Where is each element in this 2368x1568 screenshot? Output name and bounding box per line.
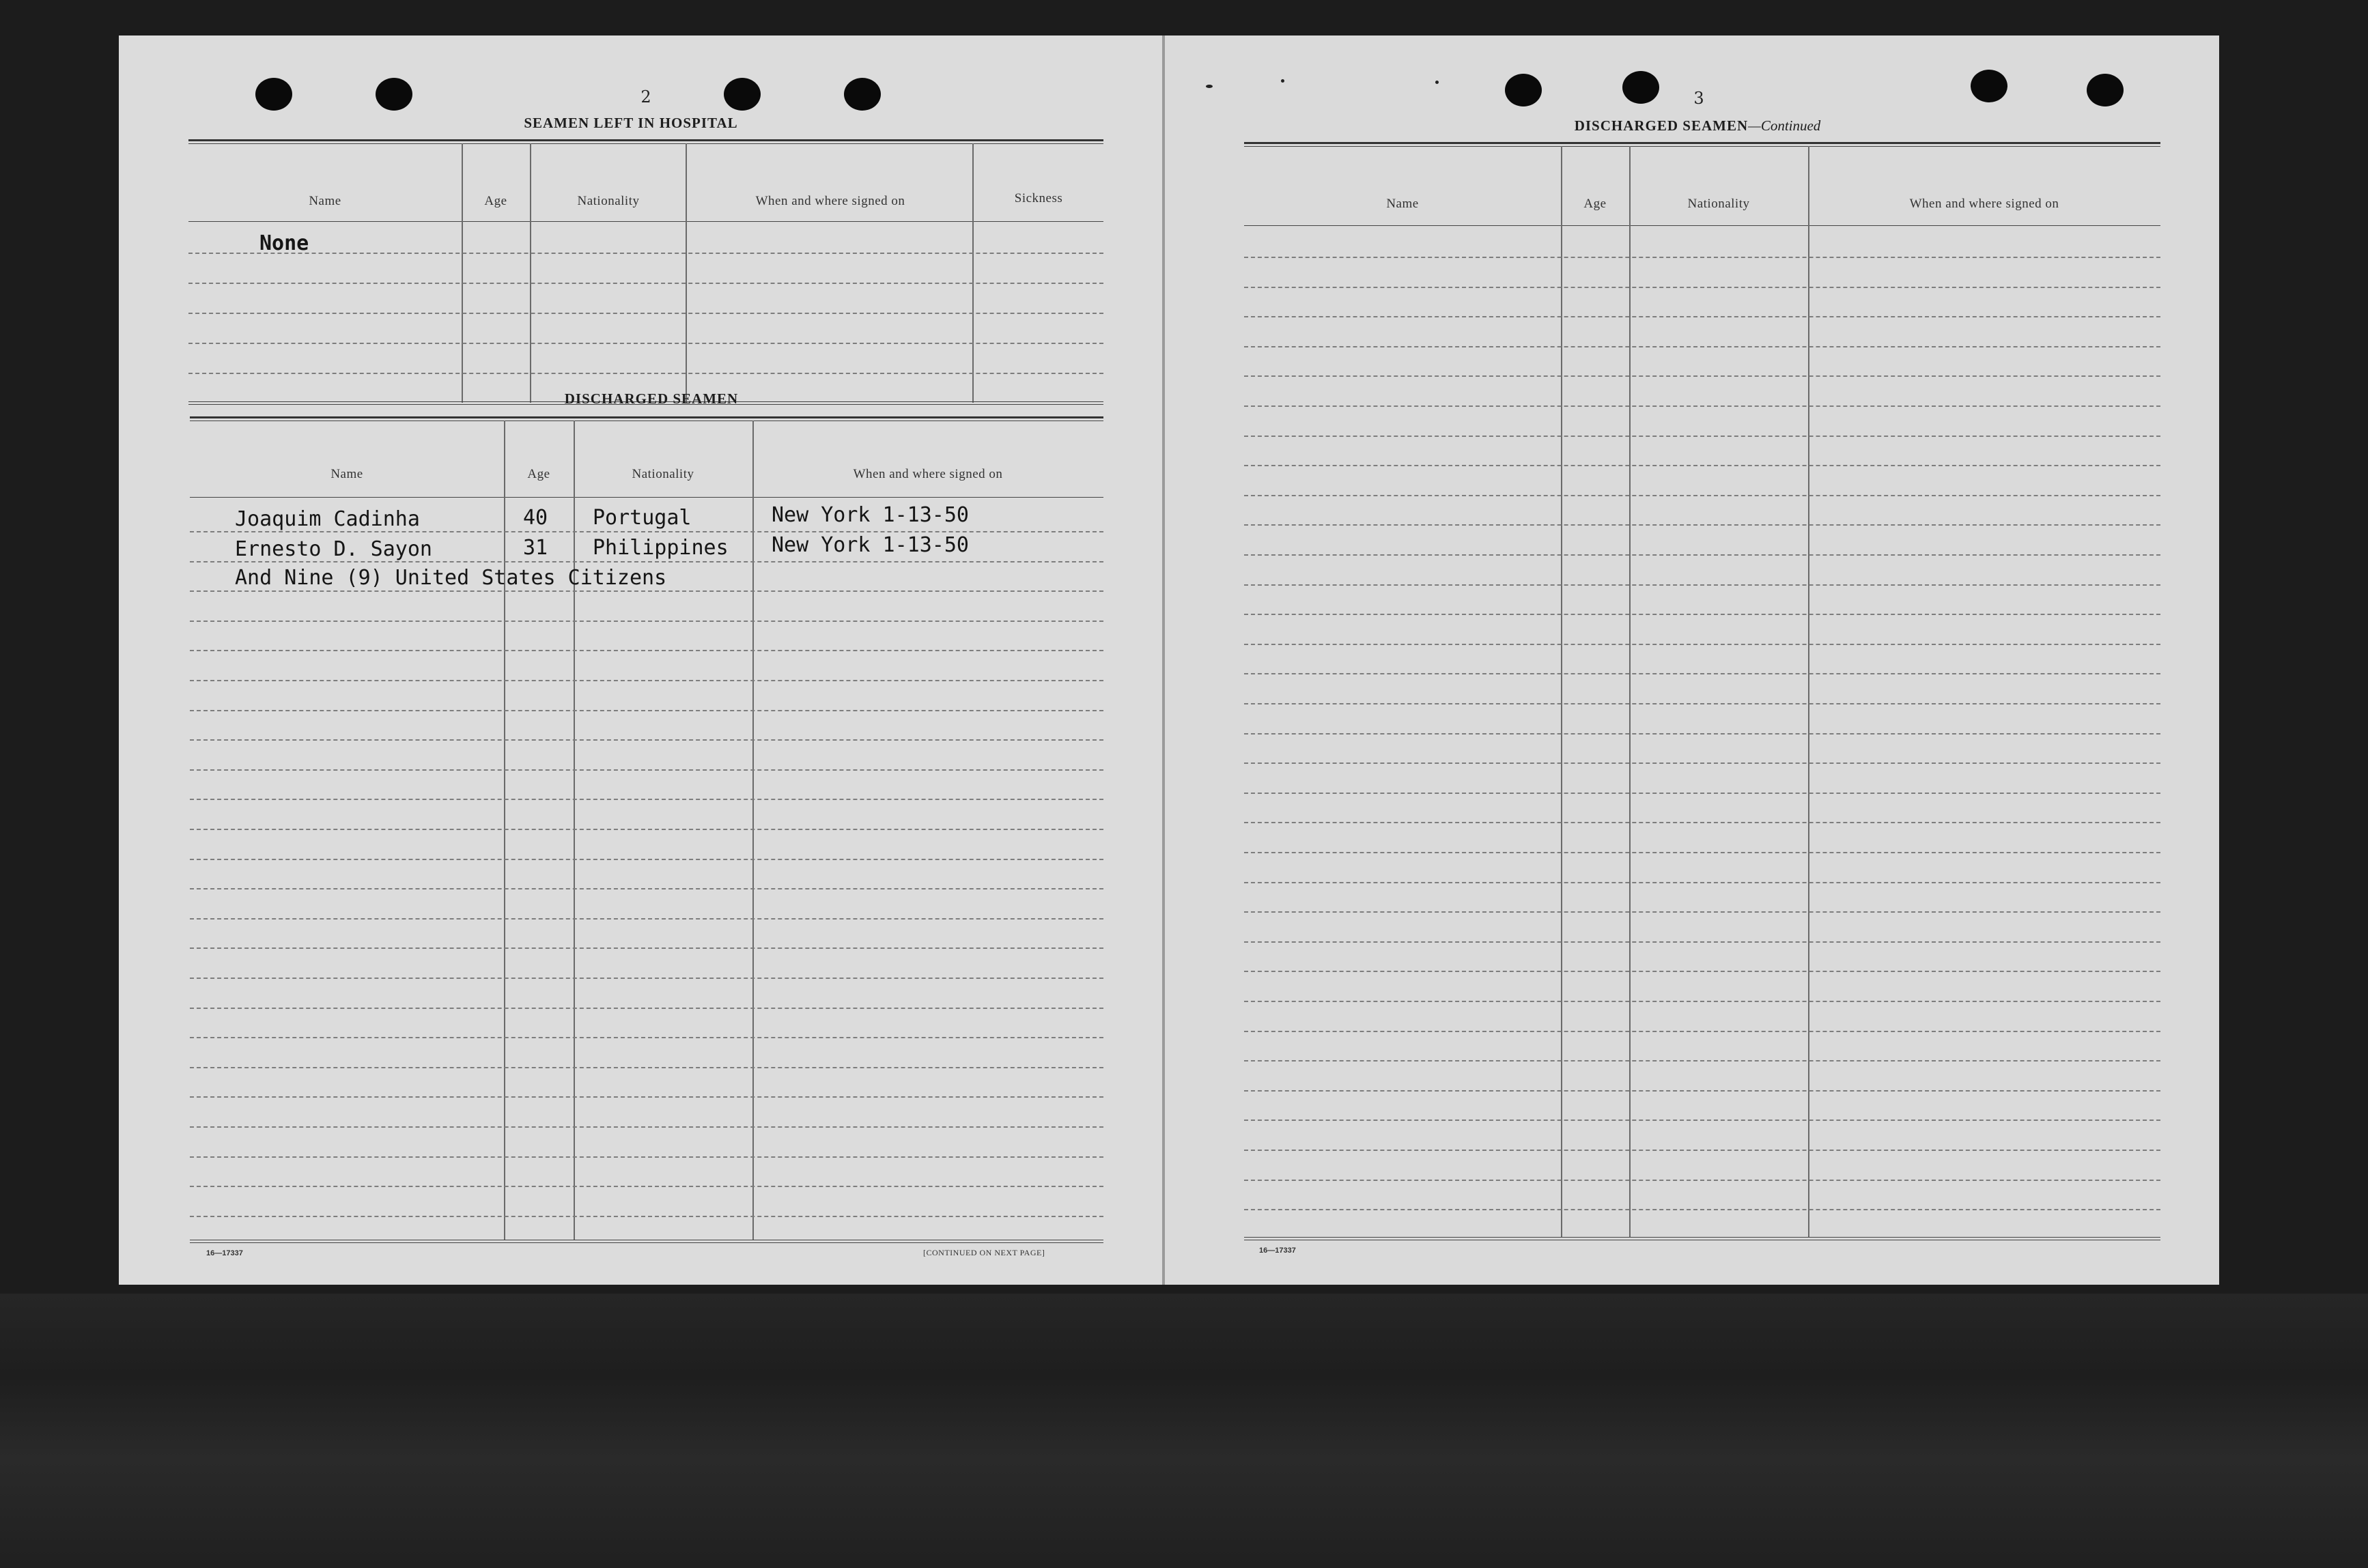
column-divider	[1808, 146, 1809, 1237]
seaman-name-cell: Ernesto D. Sayon	[235, 537, 432, 561]
row-line	[188, 283, 1103, 284]
column-header-sickness: Sickness	[1014, 191, 1063, 205]
column-header-age: Age	[527, 467, 550, 481]
row-line	[188, 313, 1103, 314]
column-divider	[574, 420, 575, 1240]
row-line	[1244, 1031, 2160, 1032]
page-number: 2	[640, 87, 651, 106]
row-line	[1244, 257, 2160, 258]
table-top-rule	[1244, 146, 2160, 147]
column-divider	[530, 143, 531, 403]
column-header-name: Name	[330, 467, 363, 481]
form-number: 16—17337	[206, 1249, 243, 1257]
seaman-nationality-cell: Portugal	[593, 506, 692, 530]
continued-note: [CONTINUED ON NEXT PAGE]	[923, 1248, 1045, 1257]
table-top-rule	[1244, 142, 2160, 144]
table-top-rule	[188, 139, 1103, 141]
row-line	[190, 1216, 1103, 1217]
row-line	[1244, 733, 2160, 735]
row-line	[1244, 882, 2160, 883]
punch-hole	[844, 78, 881, 111]
row-line	[190, 650, 1103, 651]
discharged-continued-table	[1244, 142, 2160, 1241]
row-line	[190, 1186, 1103, 1187]
row-line	[1244, 1150, 2160, 1151]
punch-hole	[1505, 74, 1542, 106]
column-header-name: Name	[1386, 197, 1419, 211]
row-line	[188, 373, 1103, 374]
row-line	[190, 1008, 1103, 1009]
row-line	[1244, 762, 2160, 764]
table-top-rule	[190, 416, 1103, 418]
right-page	[1165, 35, 2219, 1285]
header-rule	[188, 221, 1103, 222]
header-rule	[1244, 225, 2160, 226]
header-rule	[190, 497, 1103, 498]
row-line	[190, 621, 1103, 622]
row-line	[1244, 1120, 2160, 1121]
discharged-table	[190, 416, 1103, 1244]
discharged-section-title: DISCHARGED SEAMEN	[564, 390, 739, 407]
table-bottom-rule	[1244, 1237, 2160, 1238]
row-line	[190, 1156, 1103, 1158]
row-line	[1244, 1180, 2160, 1181]
seaman-age-cell: 31	[523, 536, 548, 560]
row-line	[1244, 1001, 2160, 1002]
column-divider	[972, 143, 974, 403]
column-header-signed-on: When and where signed on	[1909, 197, 2059, 211]
row-line	[1244, 584, 2160, 586]
title-text: DISCHARGED SEAMEN	[1574, 117, 1749, 134]
column-header-nationality: Nationality	[1687, 197, 1750, 211]
seaman-signed-on-cell: New York 1-13-50	[772, 503, 969, 527]
column-divider	[504, 420, 505, 1240]
row-line	[190, 859, 1103, 860]
row-line	[1244, 1060, 2160, 1061]
row-line	[1244, 911, 2160, 913]
row-line	[190, 590, 1103, 592]
seaman-nationality-cell: Philippines	[593, 536, 729, 560]
row-line	[1244, 644, 2160, 645]
row-line	[190, 1126, 1103, 1128]
hospital-name-cell: None	[259, 231, 309, 255]
hospital-table	[188, 139, 1103, 405]
seaman-signed-on-cell: New York 1-13-50	[772, 533, 969, 557]
row-line	[190, 978, 1103, 979]
row-line	[190, 1067, 1103, 1068]
column-header-name: Name	[309, 194, 341, 208]
row-line	[1244, 287, 2160, 288]
row-line	[1244, 524, 2160, 526]
column-header-nationality: Nationality	[577, 194, 640, 208]
column-header-signed-on: When and where signed on	[755, 194, 905, 208]
punch-hole	[1971, 70, 2007, 102]
scan-speck	[1435, 81, 1439, 84]
scan-speck	[1206, 85, 1213, 88]
punch-hole	[724, 78, 761, 111]
row-line	[190, 710, 1103, 711]
row-line	[188, 343, 1103, 344]
column-divider	[686, 143, 687, 403]
table-top-rule	[188, 143, 1103, 144]
row-line	[190, 888, 1103, 889]
punch-hole	[255, 78, 292, 111]
punch-hole	[1622, 71, 1659, 104]
column-divider	[752, 420, 754, 1240]
row-line	[1244, 673, 2160, 674]
row-line	[188, 253, 1103, 254]
row-line	[1244, 346, 2160, 347]
row-line	[1244, 436, 2160, 437]
row-line	[1244, 614, 2160, 615]
column-header-signed-on: When and where signed on	[853, 467, 1003, 481]
column-header-age: Age	[1583, 197, 1607, 211]
scan-background-bottom	[0, 1294, 2368, 1568]
row-line	[1244, 852, 2160, 853]
row-line	[1244, 941, 2160, 943]
row-line	[190, 1096, 1103, 1098]
row-line	[1244, 822, 2160, 823]
row-line	[190, 531, 1103, 532]
row-line	[1244, 405, 2160, 407]
row-line	[1244, 554, 2160, 556]
table-bottom-rule	[190, 1242, 1103, 1243]
column-divider	[1561, 146, 1562, 1237]
punch-hole	[376, 78, 412, 111]
row-line	[1244, 971, 2160, 972]
citizens-note: And Nine (9) United States Citizens	[235, 566, 667, 590]
row-line	[1244, 495, 2160, 496]
form-number: 16—17337	[1259, 1246, 1296, 1255]
hospital-section-title: SEAMEN LEFT IN HOSPITAL	[524, 115, 738, 131]
seaman-name-cell: Joaquim Cadinha	[235, 507, 420, 531]
scan-speck	[1281, 79, 1284, 83]
row-line	[190, 799, 1103, 800]
row-line	[1244, 375, 2160, 377]
column-divider	[1629, 146, 1631, 1237]
table-top-rule	[190, 420, 1103, 421]
row-line	[190, 947, 1103, 949]
row-line	[1244, 793, 2160, 794]
row-line	[1244, 703, 2160, 704]
row-line	[190, 739, 1103, 741]
row-line	[190, 1037, 1103, 1038]
punch-hole	[2087, 74, 2124, 106]
page-number: 3	[1693, 89, 1704, 108]
row-line	[190, 829, 1103, 830]
left-page	[119, 35, 1164, 1285]
discharged-continued-title	[1479, 117, 1916, 134]
row-line	[1244, 1090, 2160, 1092]
seaman-age-cell: 40	[523, 506, 548, 530]
row-line	[190, 918, 1103, 920]
row-line	[1244, 316, 2160, 317]
title-suffix: —Continued	[1748, 117, 1821, 134]
row-line	[1244, 1209, 2160, 1210]
row-line	[1244, 465, 2160, 466]
column-header-nationality: Nationality	[632, 467, 694, 481]
column-divider	[462, 143, 463, 403]
row-line	[190, 680, 1103, 681]
column-header-age: Age	[484, 194, 507, 208]
row-line	[190, 769, 1103, 771]
